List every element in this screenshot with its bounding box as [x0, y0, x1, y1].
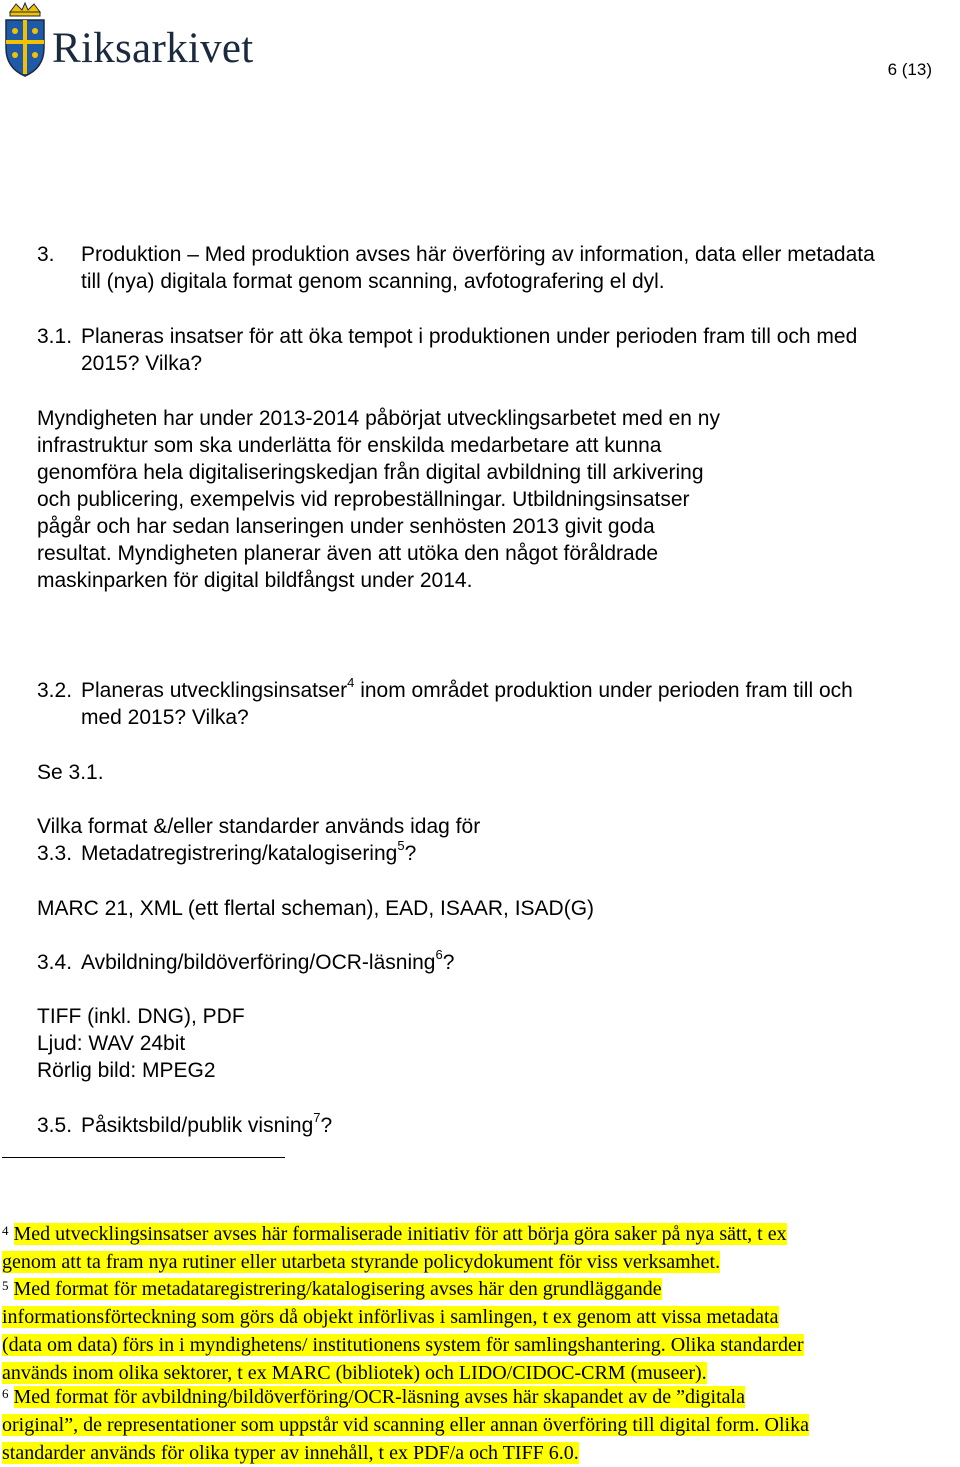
crest-icon [2, 2, 48, 78]
footnote-ref[interactable]: 5 [397, 838, 405, 853]
footnote-mark: 4 [2, 1223, 9, 1238]
footnote-mark: 6 [2, 1386, 9, 1401]
question-text: Avbildning/bildöverföring/OCR-läsning [81, 951, 436, 974]
footnote-text: informationsförteckning som görs då objekt införlivas i samlingen, t ex genom att vissa metadata [2, 1306, 779, 1328]
footnote-5 [2, 1275, 804, 1387]
question-3-4-text [81, 949, 454, 976]
section-3-line-1: Produktion – Med produktion avses här överföring av information, data eller metadata [81, 243, 875, 266]
question-3-2-line-2: med 2015? Vilka? [81, 706, 249, 729]
brand-name: Riksarkivet [52, 25, 254, 72]
question-text: inom området produktion under perioden fram till och [354, 679, 853, 702]
footnote-4 [2, 1220, 787, 1276]
question-number: 3.1. [37, 325, 73, 348]
answer-3-2: Se 3.1. [37, 761, 104, 784]
answer-line: Ljud: WAV 24bit [37, 1032, 186, 1055]
question-number: 3.5. [37, 1114, 73, 1137]
footnote-text: används inom olika sektorer, t ex MARC (bibliotek) och LIDO/CIDOC-CRM (museer). [2, 1362, 707, 1384]
footnote-separator [2, 1157, 285, 1158]
footnote-ref[interactable]: 4 [347, 675, 355, 690]
footnote-6 [2, 1383, 809, 1467]
question-mark: ? [442, 951, 455, 974]
page-number: 6 (13) [887, 60, 932, 79]
answer-line: genomföra hela digitaliseringskedjan från digital avbildning till arkivering [37, 461, 704, 484]
question-number: 3.2. [37, 679, 73, 702]
answer-line: TIFF (inkl. DNG), PDF [37, 1005, 245, 1028]
footnote-text: (data om data) förs in i myndighetens/ institutionens system för samlingshantering. Olika standarder [2, 1334, 804, 1356]
answer-3-1 [37, 405, 720, 594]
footnote-text: standarder används för olika typer av innehåll, t ex PDF/a och TIFF 6.0. [2, 1442, 579, 1464]
question-number: 3.4. [37, 951, 73, 974]
question-3-1-line-2: 2015? Vilka? [81, 352, 203, 375]
footnote-text: Med format för avbildning/bildöverföring/OCR-läsning avses här skapandet av de ”digitala [13, 1386, 745, 1408]
answer-3-3: MARC 21, XML (ett flertal scheman), EAD, ISAAR, ISAD(G) [37, 897, 595, 920]
section-number: 3. [37, 243, 55, 266]
answer-line: Myndigheten har under 2013-2014 påbörjat utvecklingsarbetet med en ny [37, 407, 720, 430]
answer-line: resultat. Myndigheten planerar även att utöka den något föråldrade [37, 542, 659, 565]
answer-3-4 [37, 1003, 245, 1084]
question-number: 3.3. [37, 842, 73, 865]
riksarkivet-logo [2, 2, 302, 78]
footnote-text: Med utvecklingsinsatser avses här formaliserade initiativ för att börja göra saker på nya sätt, t ex [13, 1223, 787, 1245]
question-text: Påsiktsbild/publik visning [81, 1114, 314, 1137]
footnote-mark: 5 [2, 1278, 9, 1293]
question-mark: ? [320, 1114, 333, 1137]
question-3-1-line-1: Planeras insatser för att öka tempot i produktionen under perioden fram till och med [81, 325, 858, 348]
answer-line: Rörlig bild: MPEG2 [37, 1059, 216, 1082]
question-mark: ? [404, 842, 417, 865]
question-3-5-text [81, 1112, 332, 1139]
footnote-text: Med format för metadataregistrering/katalogisering avses här den grundläggande [13, 1278, 662, 1300]
section-3-line-2: till (nya) digitala format genom scanning, avfotografering el dyl. [81, 270, 665, 293]
footnote-ref[interactable]: 7 [313, 1110, 321, 1125]
question-3-2-line-1 [81, 677, 853, 704]
footnote-text: original”, de representationer som uppstår vid scanning eller annan överföring till digital form. Olika [2, 1414, 809, 1436]
question-3-3-text [81, 840, 416, 867]
question-text: Planeras utvecklingsinsatser [81, 679, 348, 702]
answer-line: och publicering, exempelvis vid reprobeställningar. Utbildningsinsatser [37, 488, 690, 511]
formats-intro: Vilka format &/eller standarder används idag för [37, 815, 481, 838]
question-text: Metadatregistrering/katalogisering [81, 842, 398, 865]
answer-line: infrastruktur som ska underlätta för enskilda medarbetare att kunna [37, 434, 662, 457]
answer-line: pågår och har sedan lanseringen under senhösten 2013 givit goda [37, 515, 655, 538]
footnote-text: genom att ta fram nya rutiner eller utarbeta styrande policydokument för viss verksamhet. [2, 1251, 721, 1273]
footnote-ref[interactable]: 6 [435, 947, 443, 962]
answer-line: maskinparken för digital bildfångst under 2014. [37, 569, 473, 592]
